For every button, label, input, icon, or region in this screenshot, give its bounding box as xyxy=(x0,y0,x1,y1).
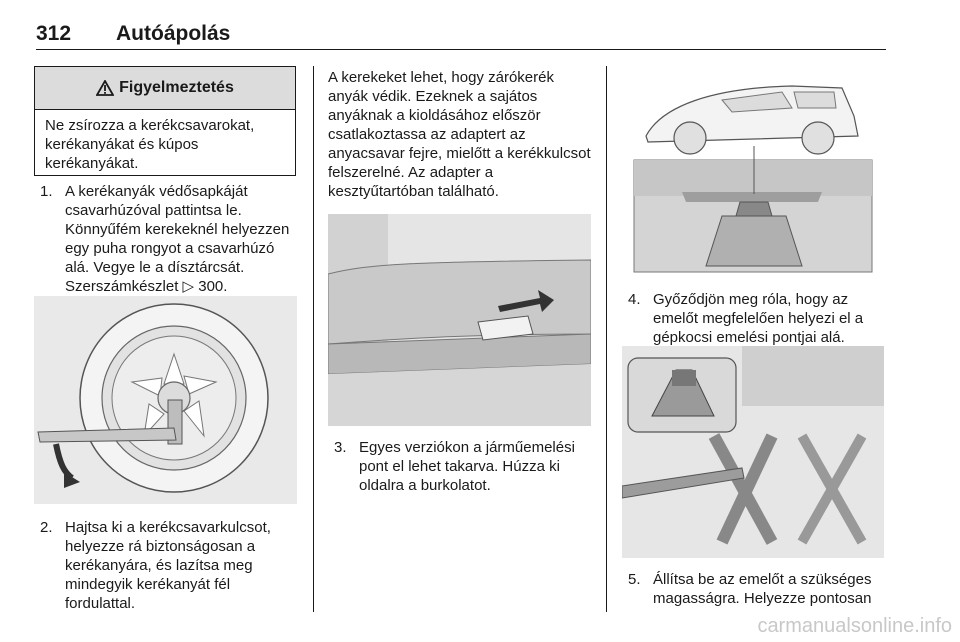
step-3-text: Egyes verziókon a járműemelési pont el lehet takarva. Húzza ki oldalra a burkolatot. xyxy=(359,439,575,494)
step-2-number: 2. xyxy=(40,519,53,536)
step-2-text: Hajtsa ki a kerékcsavarkulcsot, helyezze rá biztonságosan a kerékanyára, és lazítsa meg mindegyik kerékanyát fél fordulattal. xyxy=(65,519,271,612)
step-3-number: 3. xyxy=(334,439,347,456)
column-divider-2 xyxy=(606,66,607,612)
figure-jack-alignment xyxy=(622,346,884,558)
warning-box xyxy=(34,66,296,176)
warning-header xyxy=(35,67,295,110)
column-divider-1 xyxy=(313,66,314,612)
page-header xyxy=(36,8,886,48)
step-1 xyxy=(40,182,302,296)
step-1-body: A kerékanyák védősapkáját csavarhúzóval pattintsa le. Könnyűfém kerekeknél helyezzen egy puha rongyot a csavarhúzó alá. Vegye le a dísztárcsát. Szerszámkészlet xyxy=(65,183,290,295)
watermark: carmanualsonline.info xyxy=(757,615,952,637)
page-ref-arrow-icon: ▷ xyxy=(182,278,199,295)
step-1-text xyxy=(65,182,302,296)
figure-jacking-point xyxy=(328,214,591,426)
warning-triangle-icon xyxy=(96,80,114,96)
figure-car-on-jack xyxy=(622,66,884,276)
step-5-number: 5. xyxy=(628,571,641,588)
step-5 xyxy=(628,570,890,608)
step-1-number: 1. xyxy=(40,183,53,200)
chapter-title: Autóápolás xyxy=(116,22,231,45)
step-4 xyxy=(628,290,890,347)
step-3 xyxy=(334,438,596,495)
page-number: 312 xyxy=(36,22,72,45)
intro-paragraph: A kerekeket lehet, hogy zárókerék anyák védik. Ezeknek a sajátos anyáknak a kioldásához először csatlakoztassa az adaptert az anyacsavar fejre, mielőtt a kerékkulcsot felszerelné. Az adapter a kesztyűtartóban található. xyxy=(328,69,591,200)
warning-title: Figyelmeztetés xyxy=(119,79,234,96)
figure-wheel-wrench xyxy=(34,296,297,504)
header-rule xyxy=(36,49,886,50)
warning-text: Ne zsírozza a kerékcsavarokat, kerékanyákat és kúpos kerékanyákat. xyxy=(45,117,255,172)
step-5-text: Állítsa be az emelőt a szükséges magasságra. Helyezze pontosan xyxy=(653,571,872,607)
step-1-page-ref[interactable]: 300. xyxy=(198,278,228,295)
step-2 xyxy=(40,518,302,613)
step-4-number: 4. xyxy=(628,291,641,308)
step-4-text: Győződjön meg róla, hogy az emelőt megfelelően helyezi el a gépkocsi emelési pontjai alá. xyxy=(653,291,864,346)
